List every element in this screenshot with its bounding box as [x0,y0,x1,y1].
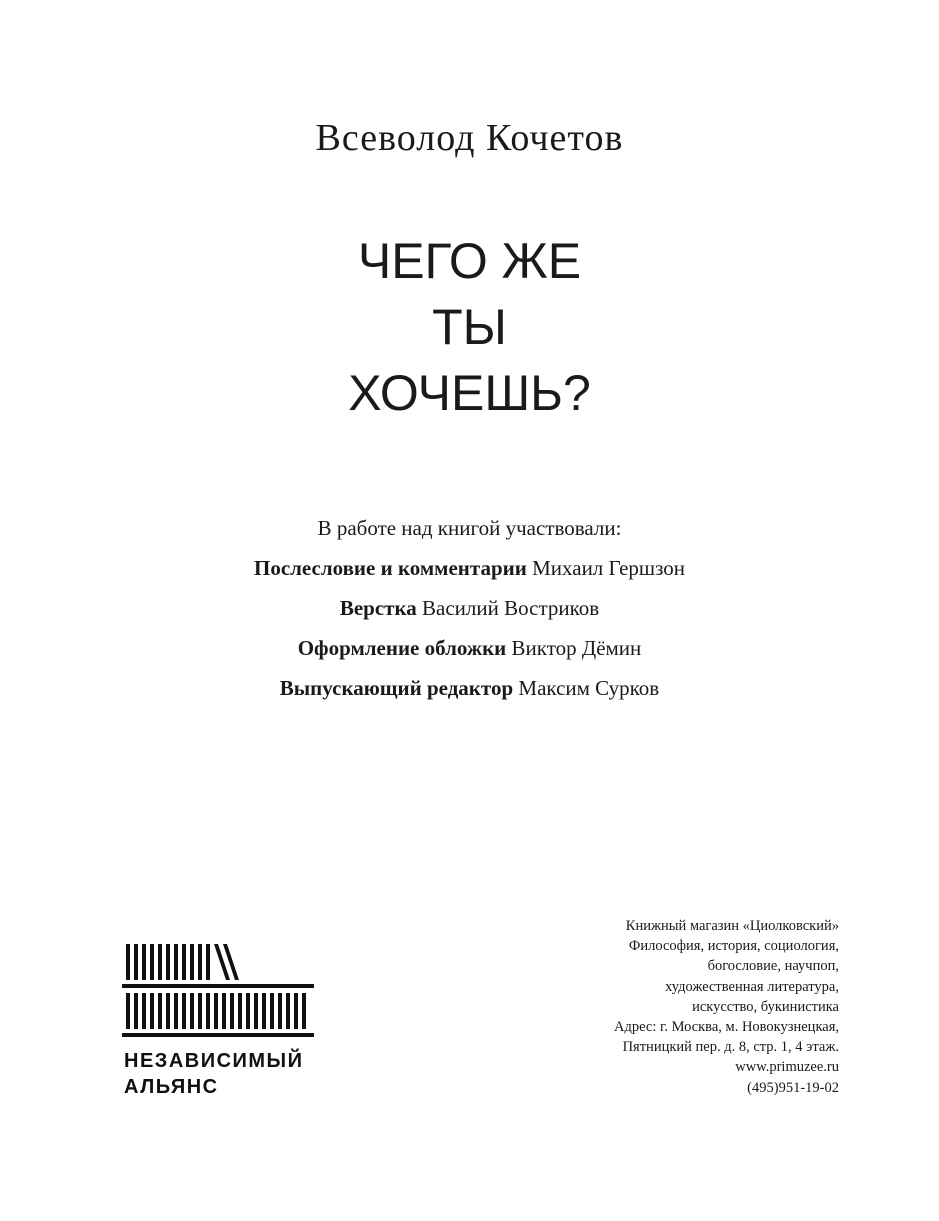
title-line-1: ЧЕГО ЖЕ [357,233,582,289]
store-line: Адрес: г. Москва, м. Новокузнецкая, [614,1019,839,1036]
title-line-3: ХОЧЕШЬ? [348,365,591,421]
credit-role: Оформление обложки [297,636,507,660]
credit-role: Послесловие и комментарии [254,556,527,580]
title-line-2: ТЫ [432,299,507,355]
author-name: Всеволод Кочетов [315,117,624,159]
store-line: искусство, букинистика [692,998,839,1015]
publisher-name-line-2: АЛЬЯНС [124,1076,219,1098]
credit-row [0,628,939,668]
credit-row [0,548,939,588]
credit-person: Виктор Дёмин [506,636,642,660]
book-title [0,228,939,426]
store-line: Книжный магазин «Циолковский» [625,918,839,934]
credit-person: Василий Востриков [416,596,600,620]
credit-role: Верстка [339,596,417,620]
credit-person: Михаил Гершзон [526,556,685,580]
store-line: богословие, научпоп, [707,958,839,975]
credit-row [0,668,939,708]
store-line[interactable]: www.primuzee.ru [735,1059,839,1076]
store-line: художественная литература, [665,978,839,995]
credits-intro: В работе над книгой участвовали: [317,516,622,540]
credit-row [0,588,939,628]
credit-person: Максим Сурков [513,676,660,700]
store-line: (495)951-19-02 [747,1079,839,1096]
store-line: Философия, история, социология, [628,938,839,955]
credits-block [0,508,939,708]
store-info [614,916,839,1098]
publisher-name [124,1048,304,1100]
credit-role: Выпускающий редактор [279,676,514,700]
store-line: Пятницкий пер. д. 8, стр. 1, 4 этаж. [622,1039,839,1056]
publisher-name-line-1: НЕЗАВИСИМЫЙ [124,1050,304,1072]
